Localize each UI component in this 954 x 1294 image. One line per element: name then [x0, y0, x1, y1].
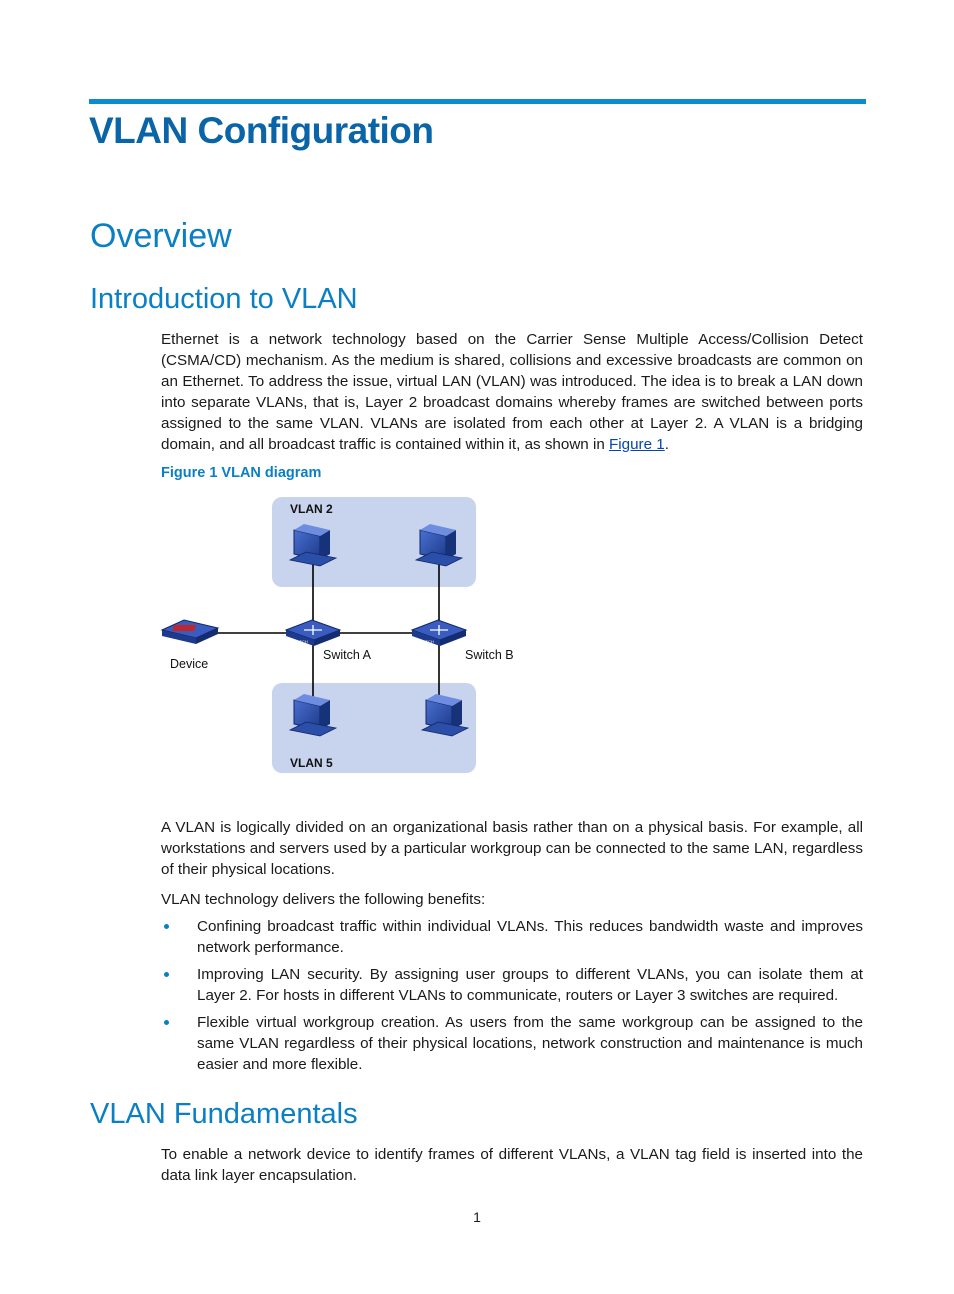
vlan5-label: VLAN 5 — [290, 756, 333, 770]
overview-heading: Overview — [90, 217, 232, 255]
list-item — [161, 916, 863, 958]
fundamentals-paragraph: To enable a network device to identify frames of different VLANs, a VLAN tag field is inserted into the data link layer encapsulation. — [161, 1146, 863, 1184]
vlan-diagram — [150, 490, 530, 780]
bullet-icon — [164, 924, 169, 929]
intro-end: . — [664, 436, 669, 453]
device-icon — [162, 620, 218, 644]
list-item — [161, 964, 863, 1006]
bullet-icon — [164, 972, 169, 977]
pc-icon — [290, 694, 336, 736]
figure-1-link[interactable]: Figure 1 — [609, 436, 665, 453]
device-label: Device — [170, 657, 209, 671]
list-item-text: Confining broadcast traffic within individual VLANs. This reduces bandwidth waste and improves network performance. — [197, 918, 863, 956]
pc-icon — [290, 524, 336, 566]
switch-b-icon — [412, 620, 466, 646]
pc-icon — [422, 694, 468, 736]
switch-a-icon — [286, 620, 340, 646]
benefits-intro: VLAN technology delivers the following benefits: — [161, 891, 486, 908]
figure-caption: Figure 1 VLAN diagram — [161, 465, 322, 481]
pc-icon — [416, 524, 462, 566]
switch-b-label: Switch B — [465, 648, 514, 662]
fundamentals-heading: VLAN Fundamentals — [90, 1098, 358, 1130]
switch-a-icon-text: SWITCH — [292, 639, 308, 644]
vlan2-label: VLAN 2 — [290, 502, 333, 516]
intro-paragraph — [161, 329, 863, 455]
bullet-icon — [164, 1020, 169, 1025]
list-item-text: Improving LAN security. By assigning user groups to different VLANs, you can isolate them at Layer 2. For hosts in different VLANs to communicate, routers or Layer 3 switches are required. — [197, 966, 863, 1004]
switch-b-icon-text: SWITCH — [418, 639, 434, 644]
logical-division-paragraph: A VLAN is logically divided on an organizational basis rather than on a physical basis. For example, all workstations and servers used by a particular workgroup can be connected to the same LAN, regardless of their physical locations. — [161, 819, 863, 878]
chapter-title: VLAN Configuration — [89, 110, 434, 151]
intro-text: Ethernet is a network technology based on the Carrier Sense Multiple Access/Collision Detect (CSMA/CD) mechanism. As the medium is shared, collisions and excessive broadcasts are common on an Ethernet. To address the issue, virtual LAN (VLAN) was introduced. The idea is to break a LAN down into separate VLANs, that is, Layer 2 broadcast domains whereby frames are switched between ports assigned to the same VLAN. VLANs are isolated from each other at Layer 2. A VLAN is a bridging domain, and all broadcast traffic is contained within it, as shown in — [161, 331, 863, 453]
switch-a-label: Switch A — [323, 648, 371, 662]
benefits-list — [161, 916, 863, 1081]
page-number: 1 — [473, 1209, 481, 1225]
intro-heading: Introduction to VLAN — [90, 283, 358, 315]
list-item-text: Flexible virtual workgroup creation. As users from the same workgroup can be assigned to the same VLAN regardless of their physical locations, network construction and maintenance is much easier and more flexible. — [197, 1014, 863, 1073]
chapter-top-rule — [89, 99, 866, 104]
list-item — [161, 1012, 863, 1075]
